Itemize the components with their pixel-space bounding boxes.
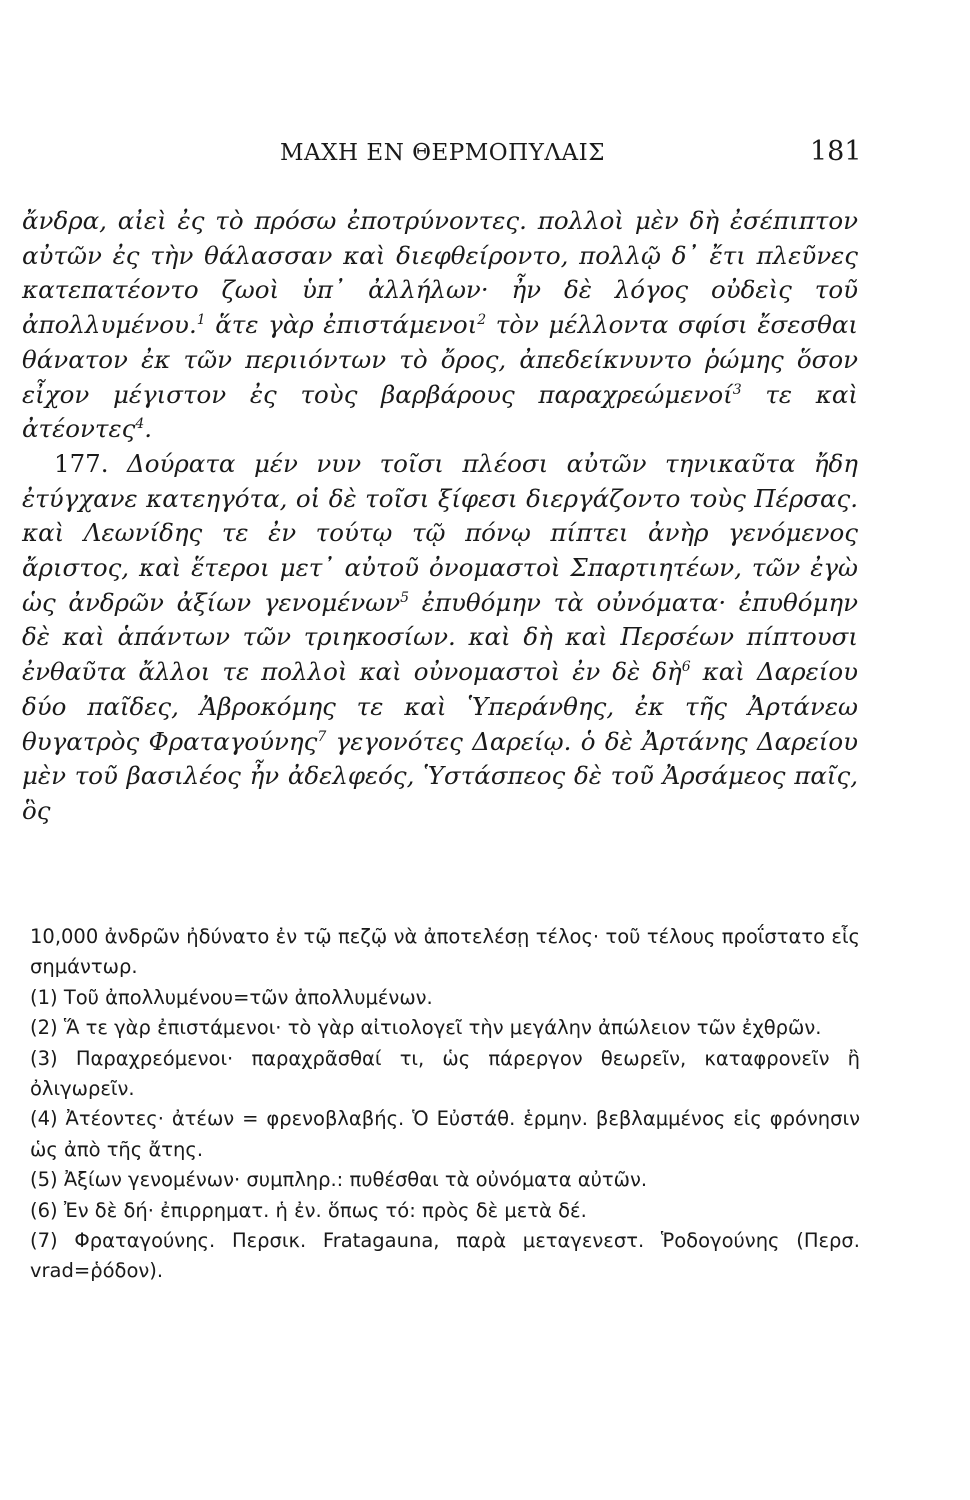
footnote-ref-5: 5 (400, 589, 410, 606)
footnote-text: Ἅ τε γὰρ ἐπιστάμενοι· τὸ γὰρ αἰτιολογεῖ τὴν μεγάλην ἀπώλειον τῶν ἐχθρῶν. (63, 1016, 822, 1040)
footnote-2 (30, 1013, 860, 1043)
footnote-carryover: 10,000 ἀνδρῶν ἠδύνατο ἐν τῷ πεζῷ νὰ ἀποτελέσῃ τέλος· τοῦ τέλους προΐστατο εἷς σημάντωρ. (30, 925, 860, 979)
footnote-text: Ἀξίων γενομένων· συμπληρ.: πυθέσθαι τὰ οὐνόματα αὐτῶν. (63, 1168, 648, 1192)
para1-text-c: τὸν μέλλοντα σφίσι ἔσεσθαι θάνατον ἐκ τῶν περιιόντων τὸ ὄρος, ἀπεδείκνυντο ῥώμης ὅσον εἶχον μέγιστον ἐς τοὺς βαρβάρους παραχρεώμενοί (22, 310, 858, 409)
footnote-marker: (4) (30, 1107, 58, 1131)
footnote-6 (30, 1196, 860, 1226)
footnote-text: Ἐν δὲ δή· ἐπιρρηματ. ἡ ἐν. ὅπως τό: πρὸς δὲ μετὰ δέ. (63, 1198, 587, 1222)
footnote-ref-4: 4 (135, 416, 145, 433)
footnote-marker: (6) (30, 1198, 58, 1222)
footnote-text: Παραχρεόμενοι· παραχρᾶσθαί τι, ὡς πάρεργον θεωρεῖν, καταφρονεῖν ἢ ὀλιγωρεῖν. (30, 1046, 861, 1101)
paragraph-1 (22, 204, 858, 447)
footnote-5 (30, 1165, 860, 1195)
page-number: 181 (810, 136, 862, 167)
para1-text-a: ἄνδρα, αἰεὶ ἐς τὸ πρόσω ἐποτρύνοντες. πολλοὶ μὲν δὴ ἐσέπιπτον αὐτῶν ἐς τὴν θάλασσαν καὶ διεφθείροντο, πολλῷ δ᾽ ἔτι πλεῦνες κατεπατέοντο ζωοὶ ὑπ᾽ ἀλλήλων· ἦν δὲ λόγος οὐδεὶς τοῦ ἀπολλυμένου. (22, 206, 858, 340)
footnote-3 (30, 1044, 860, 1105)
para2-text-d: γεγονότες Δαρείῳ. ὁ δὲ Ἀρτάνης Δαρείου μὲν τοῦ βασιλέος ἦν ἀδελφεός, Ὑστάσπεος δὲ τοῦ Ἀρσάμεος παῖς, ὃς (22, 726, 859, 825)
footnote-ref-2: 2 (477, 311, 487, 328)
footnote-text: Τοῦ ἀπολλυμένου=τῶν ἀπολλυμένων. (63, 985, 433, 1009)
footnote-1 (30, 983, 860, 1013)
footnote-7 (30, 1226, 860, 1287)
para1-text-d: τε καὶ ἀτέοντες (22, 379, 859, 444)
footnote-4 (30, 1104, 860, 1165)
footnote-marker: (7) (30, 1229, 58, 1253)
footnote-ref-1: 1 (196, 311, 206, 328)
para2-text-a: Δούρατα μέν νυν τοῖσι πλέοσι αὐτῶν τηνικαῦτα ἤδη ἐτύγχανε κατεηγότα, οἱ δὲ τοῖσι ξίφεσι διεργάζοντο τοὺς Πέρσας. καὶ Λεωνίδης τε ἐν τούτῳ τῷ πόνῳ πίπτει ἀνὴρ γενόμενος ἄριστος, καὶ ἕτεροι μετ᾽ αὐτοῦ ὀνομαστοὶ Σπαρτιητέων, τῶν ἐγὼ ὡς ἀνδρῶν ἀξίων γενομένων (22, 448, 858, 617)
footnote-ref-7: 7 (317, 728, 327, 745)
page-header (0, 136, 970, 180)
footnotes (30, 922, 860, 1287)
footnote-marker: (5) (30, 1168, 58, 1192)
footnote-ref-6: 6 (681, 658, 691, 675)
footnote-marker: (2) (30, 1016, 58, 1040)
para1-text-e: . (144, 414, 153, 444)
footnote-marker: (1) (30, 985, 58, 1009)
footnote-text: Φραταγούνης. Περσικ. Fratagauna, παρὰ μεταγενεστ. Ῥοδογούνης (Περσ. vrad=ῥόδον). (30, 1229, 860, 1283)
para2-text-b: ἐπυθόμην τὰ οὐνόματα· ἐπυθόμην δὲ καὶ ἁπάντων τῶν τριηκοσίων. καὶ δὴ καὶ Περσέων πίπτουσι ἐνθαῦτα ἄλλοι τε πολλοὶ καὶ οὐνομαστοὶ ἐν δὲ δὴ (22, 587, 858, 687)
para1-text-b: ἅτε γὰρ ἐπιστάμενοι (205, 310, 478, 340)
main-text (22, 204, 858, 829)
para2-text-c: καὶ Δαρείου δύο παῖδες, Ἀβροκόμης τε καὶ Ὑπεράνθης, ἐκ τῆς Ἀρτάνεω θυγατρὸς Φραταγούνης (22, 657, 858, 756)
paragraph-2 (22, 447, 858, 829)
section-number: 177. (54, 448, 109, 478)
footnote-text: Ἀτέοντες· ἀτέων = φρενοβλαβής. Ὁ Εὐστάθ. ἑρμην. βεβλαμμένος εἰς φρόνησιν ὡς ἀπὸ τῆς ἄτης. (30, 1107, 860, 1161)
running-title: ΜΑΧΗ ΕΝ ΘΕΡΜΟΠΥΛΑΙΣ (280, 140, 605, 166)
footnote-ref-3: 3 (732, 381, 742, 398)
footnote-marker: (3) (30, 1046, 58, 1070)
